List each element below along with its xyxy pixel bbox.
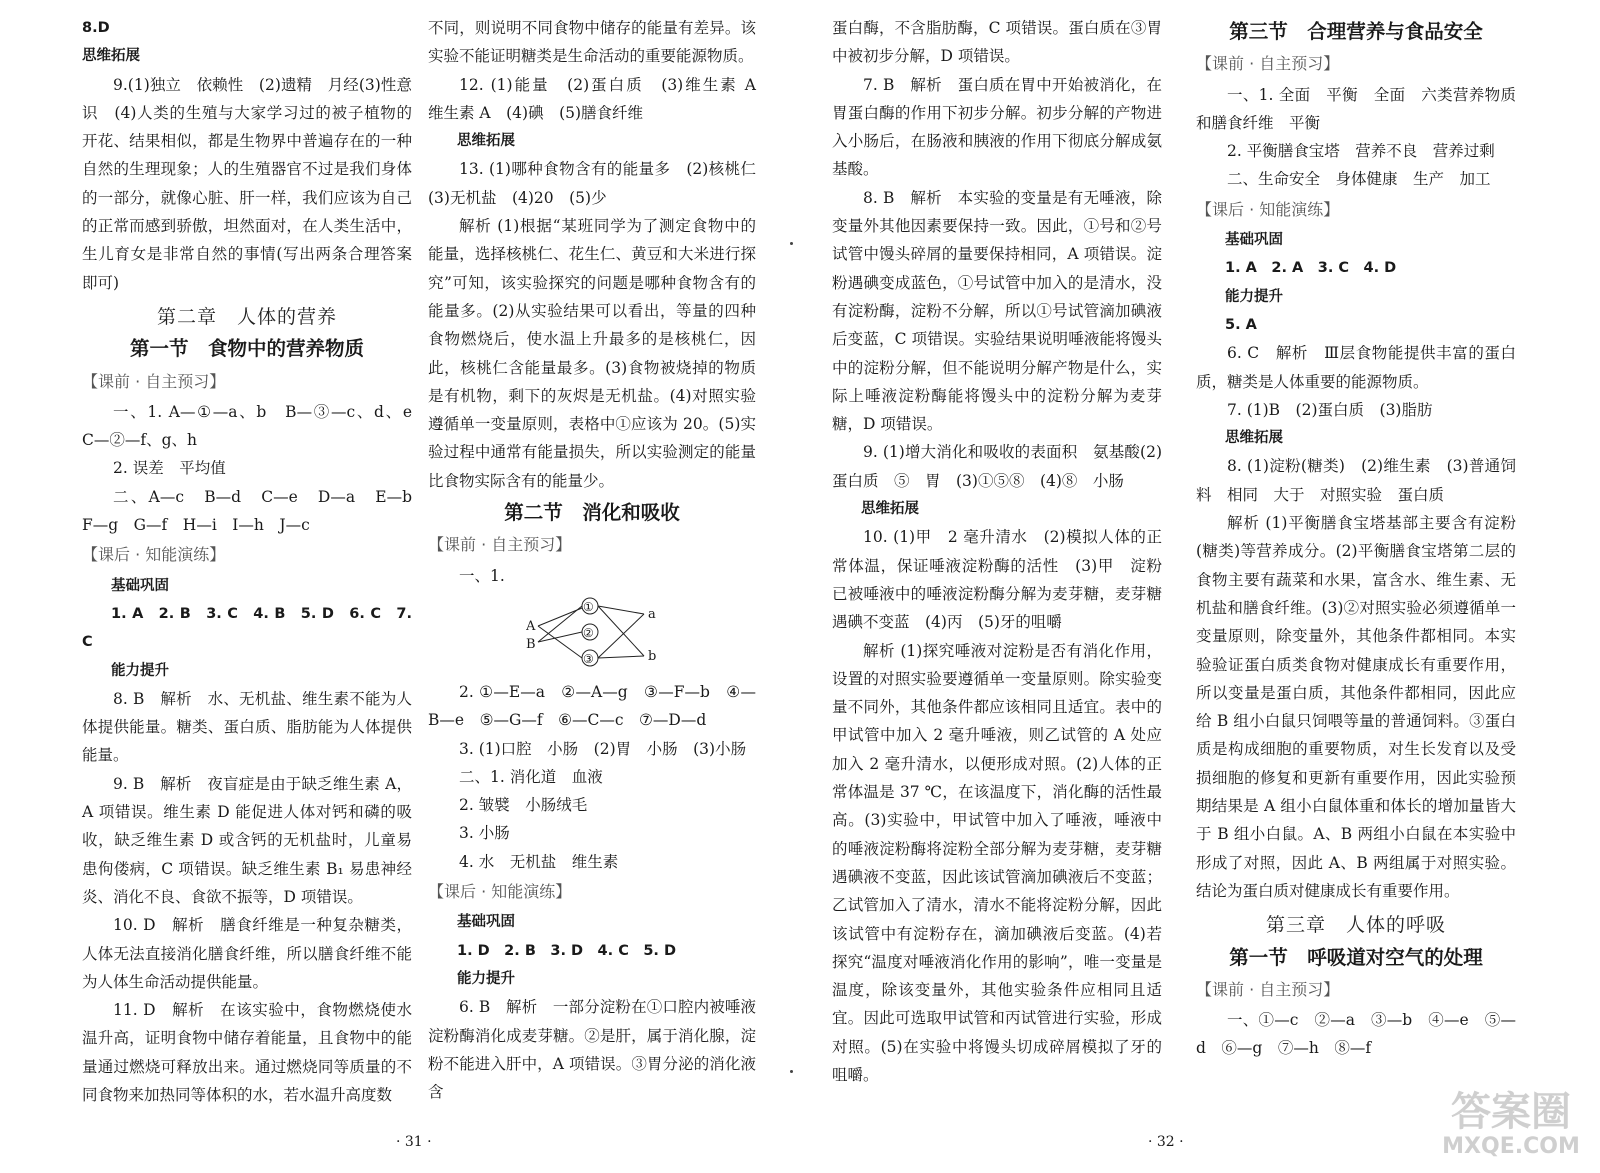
node-A-label: A	[526, 618, 536, 634]
question-2-4: 4. 水 无机盐 维生素	[459, 852, 619, 871]
basic-answers: 1. D 2. B 3. D 4. C 5. D	[457, 942, 677, 959]
tag-preview: 【课前 · 自主预习】	[1196, 54, 1340, 74]
answer-6: 6. C 解析 Ⅲ层食物能提供丰富的蛋白质，糖类是人体重要的能源物质。	[1196, 344, 1516, 391]
tag-preview: 【课前 · 自主预习】	[82, 371, 226, 391]
question-1: 一、①—c ②—a ③—b ④—e ⑤—d ⑥—g ⑦—h ⑧—f	[1196, 1011, 1516, 1058]
answer-8b: 8. B 解析 水、无机盐、维生素不能为人体提供能量。糖类、蛋白质、脂肪能为人体提供能量。	[82, 689, 412, 765]
tag-preview: 【课前 · 自主预习】	[1196, 979, 1340, 999]
column-3	[832, 14, 1162, 1089]
preview-1: 一、1. A—①—a、b B—③—c、d、e C—②—f、g、h	[82, 402, 428, 450]
watermark	[1436, 1090, 1586, 1159]
section-title: 第一节 食物中的营养物质	[129, 337, 364, 361]
label-thinking-extension: 思维拓展	[457, 133, 515, 150]
answer-7: 7. B 解析 蛋白质在胃中开始被消化，在胃蛋白酶的作用下初步分解。初步分解的产物进入小肠后，在肠液和胰液的作用下彻底分解成氨基酸。	[832, 75, 1162, 179]
tag-preview: 【课前 · 自主预习】	[428, 535, 572, 555]
answer-9: 9.(1)独立 依赖性 (2)遗精 月经(3)性意识 (4)人类的生殖与大家学习过的被子植物的开花、结果相似，都是生物界中普遍存在的一种自然的生理现象；人的生殖器官不过是我们身体的一部分，就像心脏、肝一样，我们应该为自己的正常而感到骄傲，坦然面对，在人类生活中，生儿育女是非常自然的事情(写出两条合理答案即可)	[82, 75, 412, 292]
tag-practice: 【课后 · 知能演练】	[428, 882, 572, 902]
answer-8: 8. (1)淀粉(糖类) (2)维生素 (3)普通饲料 相同 大于 对照实验 蛋白质	[1196, 457, 1516, 504]
node-1-label: ①	[583, 599, 594, 614]
answer-8: 8.D	[82, 20, 110, 36]
node-3-label: ③	[583, 651, 594, 666]
label-basic: 基础巩固	[1225, 232, 1283, 249]
margin-dot	[790, 1070, 793, 1073]
question-2-1: 二、1. 消化道 血液	[459, 767, 603, 786]
label-thinking-extension: 思维拓展	[82, 48, 140, 65]
node-a-label: a	[648, 606, 656, 622]
preview-2: 2. 平衡膳食宝塔 营养不良 营养过剩	[1227, 142, 1495, 161]
answer-7: 7. (1)B (2)蛋白质 (3)脂肪	[1227, 400, 1433, 419]
analysis-13: 解析 (1)根据“某班同学为了测定食物中的能量，选择核桃仁、花生仁、黄豆和大米进行探究”可知，该实验探究的问题是哪种食物含有的能量多。(2)从实验结果可以看出，等量的四种食物燃烧后，使水温上升最多的是核桃仁，因此，核桃仁含能量最多。(3)食物被烧掉的物质是有机物，剩下的灰烬是无机盐。(4)对照实验遵循单一变量原则，表格中①应该为 20。(5)实验过程中通常有能量损失，所以实验测定的能量比食物实际含有的能量少。	[428, 217, 756, 490]
label-basic: 基础巩固	[111, 577, 169, 594]
basic-answers: 1. A 2. B 3. C 4. B 5. D 6. C 7. C	[82, 605, 412, 651]
answer-12: 12. (1)能量 (2)蛋白质 (3)维生素 A 维生素 A (4)碘 (5)膳食纤维	[428, 75, 772, 122]
page-number-left: · 31 ·	[396, 1134, 432, 1150]
answer-11-cont: 不同，则说明不同食物中储存的能量有差异。该实验不能证明糖类是生命活动的重要能源物质。	[428, 19, 756, 66]
answer-13: 13. (1)哪种食物含有的能量多 (2)核桃仁(3)无机盐 (4)20 (5)少	[428, 160, 756, 207]
label-thinking-extension: 思维拓展	[1225, 430, 1283, 447]
label-thinking-extension: 思维拓展	[861, 501, 919, 518]
label-ability: 能力提升	[1225, 288, 1283, 305]
answer-8: 8. B 解析 本实验的变量是有无唾液，除变量外其他因素要保持一致。因此，①号和②号试管中馒头碎屑的量要保持相同，A 项错误。淀粉遇碘变成蓝色，①号试管中加入的是清水，没有淀粉酶，淀粉不分解，所以①号试管滴加碘液后变蓝，C 项错误。实验结果说明唾液能将馒头中的淀粉分解，但不能说明分解产物是什么，实际上唾液淀粉酶能将馒头中的淀粉分解为麦芽糖，D 项错误。	[832, 188, 1162, 434]
preview-3: 二、A—c B—d C—e D—a E—b F—g G—f H—i I—h J—c	[82, 487, 428, 535]
node-B-label: B	[526, 636, 536, 652]
question-1: 一、1.	[459, 566, 505, 585]
chapter-title: 第二章 人体的营养	[156, 305, 337, 328]
matching-diagram	[428, 590, 756, 678]
column-4	[1196, 14, 1516, 1063]
label-basic: 基础巩固	[457, 914, 515, 931]
chapter-title: 第三章 人体的呼吸	[1265, 914, 1446, 937]
basic-answers: 1. A 2. A 3. C 4. D	[1225, 260, 1397, 277]
column-2	[428, 14, 772, 1106]
column-1	[82, 14, 428, 1109]
node-2-label: ②	[583, 625, 594, 640]
tag-practice: 【课后 · 知能演练】	[82, 545, 226, 565]
question-2: 2. ①—E—a ②—A—g ③—F—b ④—B—e ⑤—G—f ⑥—C—c ⑦—D—d	[428, 682, 756, 730]
matching-lines-svg	[526, 594, 666, 670]
label-ability: 能力提升	[111, 662, 169, 679]
label-ability: 能力提升	[457, 970, 515, 987]
answer-9: 9. (1)增大消化和吸收的表面积 氨基酸(2)蛋白质 ⑤ 胃 (3)①⑤⑧ (4)⑧ 小肠	[832, 443, 1162, 490]
answer-9b: 9. B 解析 夜盲症是由于缺乏维生素 A，A 项错误。维生素 D 能促进人体对钙和磷的吸收，缺乏维生素 D 或含钙的无机盐时，儿童易患佝偻病，C 项错误。缺乏维生素 B₁ 易患神经炎、消化不良、食欲不振等，D 项错误。	[82, 774, 412, 906]
answer-6-cont: 蛋白酶，不含脂肪酶，C 项错误。蛋白质在③胃中被初步分解，D 项错误。	[832, 19, 1162, 66]
preview-2: 2. 误差 平均值	[113, 459, 226, 478]
question-3: 3. (1)口腔 小肠 (2)胃 小肠 (3)小肠	[459, 739, 747, 758]
answer-6: 6. B 解析 一部分淀粉在①口腔内被唾液淀粉酶消化成麦芽糖。②是肝，属于消化腺，淀粉不能进入肝中，A 项错误。③胃分泌的消化液含	[428, 998, 756, 1102]
question-2-2: 2. 皱襞 小肠绒毛	[459, 796, 588, 815]
answer-11: 11. D 解析 在该实验中，食物燃烧使水温升高，证明食物中储存着能量，且食物中的能量通过燃烧可释放出来。通过燃烧同等质量的不同食物来加热同等体积的水，若水温升高度数	[82, 1001, 412, 1104]
answer-10: 10. (1)甲 2 毫升清水 (2)模拟人体的正常体温，保证唾液淀粉酶的活性 (3)甲 淀粉已被唾液中的唾液淀粉酶分解为麦芽糖，麦芽糖遇碘不变蓝 (4)丙 (5)牙的咀嚼	[832, 528, 1162, 632]
page-number-right: · 32 ·	[1148, 1134, 1184, 1150]
section-title: 第二节 消化和吸收	[504, 501, 680, 525]
analysis-10: 解析 (1)探究唾液对淀粉是否有消化作用，设置的对照实验要遵循单一变量原则。除实验变量不同外，其他条件都应该相同且适宜。表中的甲试管中加入 2 毫升唾液，则乙试管的 A 处应加入 2 毫升清水，以便形成对照。(2)人体的正常体温是 37 ℃，在该温度下，消化酶的活性最高。(3)实验中，甲试管中加入了唾液，唾液中的唾液淀粉酶将淀粉全部分解为麦芽糖，麦芽糖遇碘液不变蓝，因此该试管滴加碘液后不变蓝；乙试管加入了清水，清水不能将淀粉分解，因此该试管中有淀粉存在，滴加碘液后变蓝。(4)若探究“温度对唾液消化作用的影响”，唯一变量是温度，除该变量外，其他实验条件应相同且适宜。因此可选取甲试管和丙试管进行实验，形成对照。(5)在实验中将馒头切成碎屑模拟了牙的咀嚼。	[832, 641, 1162, 1084]
preview-3: 二、生命安全 身体健康 生产 加工	[1227, 170, 1491, 189]
section-title: 第三节 合理营养与食品安全	[1229, 20, 1483, 43]
watermark-url: MXQE.COM	[1442, 1134, 1580, 1159]
answer-10: 10. D 解析 膳食纤维是一种复杂糖类，人体无法直接消化膳食纤维，所以膳食纤维不能为人体生命活动提供能量。	[82, 916, 412, 991]
preview-1: 一、1. 全面 平衡 全面 六类营养物质和膳食纤维 平衡	[1196, 85, 1516, 132]
answer-5: 5. A	[1225, 316, 1257, 333]
tag-practice: 【课后 · 知能演练】	[1196, 199, 1340, 219]
watermark-logo: 答案圈	[1451, 1089, 1571, 1135]
margin-dot	[790, 242, 793, 245]
analysis-8: 解析 (1)平衡膳食宝塔基部主要含有淀粉(糖类)等营养成分。(2)平衡膳食宝塔第二层的食物主要有蔬菜和水果，富含水、维生素、无机盐和膳食纤维。(3)②对照实验必须遵循单一变量原则，除变量外，其他条件都相同。本实验验证蛋白质类食物对健康成长有重要作用，所以变量是蛋白质，其他条件都相同，因此应给 B 组小白鼠只饲喂等量的普通饲料。③蛋白质是构成细胞的重要物质，对生长发育以及受损细胞的修复和更新有重要作用，因此实验预期结果是 A 组小白鼠体重和体长的增加量皆大于 B 组小白鼠。A、B 两组小白鼠在本实验中形成了对照，因此 A、B 两组属于对照实验。结论为蛋白质对健康成长有重要作用。	[1196, 514, 1516, 900]
question-2-3: 3. 小肠	[459, 824, 510, 843]
section-title: 第一节 呼吸道对空气的处理	[1229, 945, 1483, 969]
node-b-label: b	[648, 648, 657, 664]
